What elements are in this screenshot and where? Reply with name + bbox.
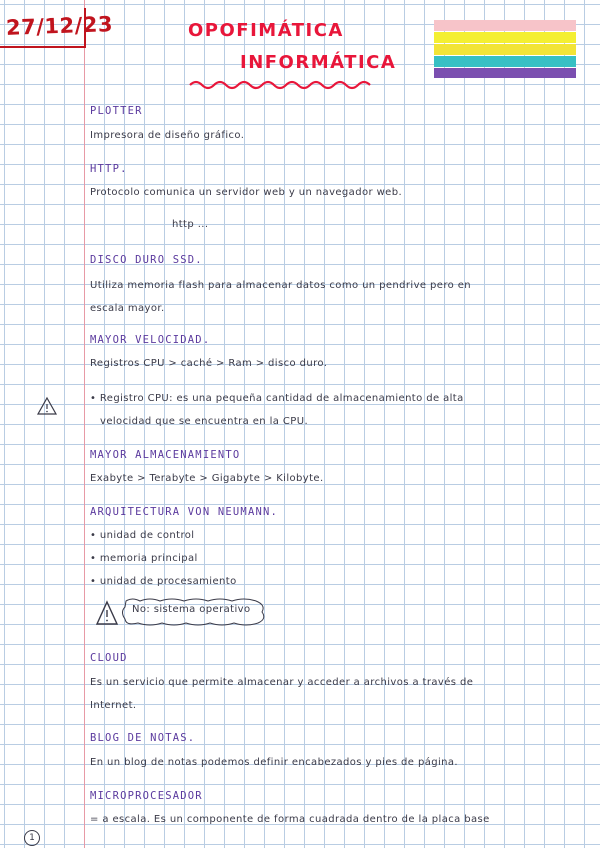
- text-notepad: En un blog de notas podemos definir encabezados y pies de página.: [90, 757, 458, 768]
- text-microprocessor: = a escala. Es un componente de forma cuadrada dentro de la placa base: [90, 814, 490, 825]
- heading-microprocessor: MICROPROCESADOR: [90, 790, 203, 802]
- page-number: 1: [24, 830, 40, 846]
- text-http: Protocolo comunica un servidor web y un navegador web.: [90, 187, 403, 198]
- list-item-neumann-1: • unidad de control: [90, 530, 195, 541]
- band-purple: [434, 68, 576, 78]
- page-title-line2: INFORMÁTICA: [240, 52, 397, 73]
- warning-icon: [36, 396, 58, 416]
- text-http-example: http ...: [172, 219, 209, 230]
- page-title-line1: OPOFIMÁTICA: [188, 20, 344, 41]
- heading-http: HTTP.: [90, 163, 128, 175]
- margin-line: [84, 0, 85, 848]
- list-item-neumann-2: • memoria principal: [90, 553, 198, 564]
- title-underline-wave: [188, 78, 378, 92]
- heading-notepad: BLOG DE NOTAS.: [90, 732, 196, 744]
- text-plotter: Impresora de diseño gráfico.: [90, 130, 245, 141]
- band-pink: [434, 20, 576, 31]
- heading-speed: MAYOR VELOCIDAD.: [90, 334, 211, 346]
- band-yellow-2: [434, 44, 576, 55]
- heading-ssd: DISCO DURO SSD.: [90, 254, 203, 266]
- heading-plotter: PLOTTER: [90, 105, 143, 117]
- heading-cloud: CLOUD: [90, 652, 128, 664]
- heading-storage: MAYOR ALMACENAMIENTO: [90, 449, 241, 461]
- warning-icon-neumann: [96, 600, 118, 626]
- band-yellow: [434, 32, 576, 43]
- text-storage: Exabyte > Terabyte > Gigabyte > Kilobyte.: [90, 473, 324, 484]
- text-ssd-line2: escala mayor.: [90, 303, 165, 314]
- heading-neumann: ARQUITECTURA VON NEUMANN.: [90, 506, 279, 518]
- text-speed: Registros CPU > caché > Ram > disco duro.: [90, 358, 328, 369]
- date: 27/12/23: [5, 12, 114, 40]
- list-item-neumann-3: • unidad de procesamiento: [90, 576, 237, 587]
- band-teal: [434, 56, 576, 67]
- text-speed-note-line2: velocidad que se encuentra en la CPU.: [100, 416, 309, 427]
- color-washi-tape: [434, 20, 576, 79]
- text-cloud-line1: Es un servicio que permite almacenar y acceder a archivos a través de: [90, 677, 474, 688]
- text-speed-note-line1: • Registro CPU: es una pequeña cantidad de almacenamiento de alta: [90, 393, 464, 404]
- note-not-operating-system: No: sistema operativo: [132, 604, 251, 615]
- text-cloud-line2: Internet.: [90, 700, 137, 711]
- text-ssd-line1: Utiliza memoria flash para almacenar datos como un pendrive pero en: [90, 280, 472, 291]
